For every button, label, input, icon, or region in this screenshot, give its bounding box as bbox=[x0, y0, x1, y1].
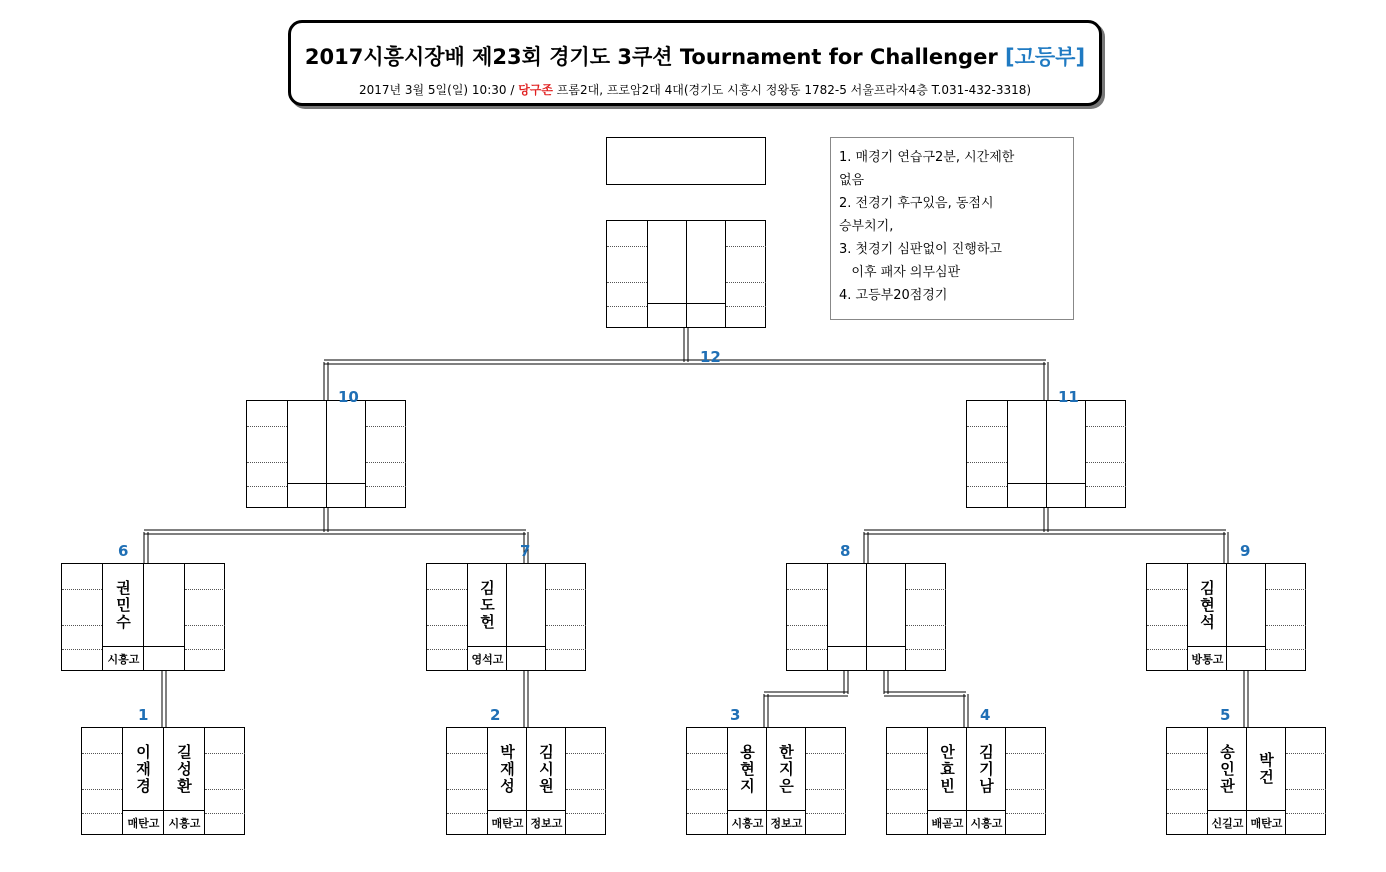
school-name: 매탄고 bbox=[123, 810, 164, 834]
school-name: 배곧고 bbox=[928, 810, 967, 834]
score-column-right bbox=[805, 728, 846, 834]
match-box bbox=[81, 727, 245, 835]
event-date: 2017년 3월 5일(일) 10:30 / bbox=[358, 83, 519, 97]
rule-line: 3. 첫경기 심판없이 진행하고 bbox=[839, 242, 1002, 257]
score-cell bbox=[366, 401, 406, 487]
score-cell bbox=[607, 221, 647, 307]
match-box bbox=[246, 400, 406, 508]
score-column-left bbox=[607, 221, 647, 327]
school-name: 정보고 bbox=[527, 810, 566, 834]
player-column bbox=[686, 221, 726, 327]
match-number: 5 bbox=[1220, 706, 1231, 724]
school-name: 방통고 bbox=[1188, 646, 1227, 670]
player-name: 송인관 bbox=[1218, 743, 1236, 795]
match-number: 4 bbox=[980, 706, 991, 724]
rule-line: 2. 전경기 후구있음, 동점시 bbox=[839, 196, 994, 211]
score-cell bbox=[62, 564, 102, 650]
school-name bbox=[288, 483, 327, 507]
player-name bbox=[327, 401, 366, 483]
player-column bbox=[143, 564, 185, 670]
match-box bbox=[886, 727, 1046, 835]
player-name bbox=[867, 564, 906, 646]
score-cell bbox=[1147, 564, 1187, 650]
player-column bbox=[287, 401, 327, 507]
score-cell bbox=[205, 728, 245, 814]
school-name bbox=[507, 646, 546, 670]
player-column bbox=[866, 564, 906, 670]
school-name bbox=[687, 303, 726, 327]
rule-line: 1. 매경기 연습구2분, 시간제한 bbox=[839, 150, 1015, 165]
title-text: 2017시흥시장배 제23회 경기도 3쿠션 Tournament for Challenger bbox=[304, 45, 998, 69]
player-name: 박건 bbox=[1257, 752, 1275, 786]
match-number: 3 bbox=[730, 706, 741, 724]
rule-line: 이후 패자 의무심판 bbox=[839, 265, 961, 280]
match-box bbox=[61, 563, 225, 671]
match-box bbox=[1146, 563, 1306, 671]
score-column-right bbox=[1085, 401, 1126, 507]
player-column bbox=[827, 564, 867, 670]
match-number: 1 bbox=[138, 706, 149, 724]
player-column bbox=[647, 221, 687, 327]
match-box bbox=[426, 563, 586, 671]
score-cell bbox=[447, 728, 487, 814]
player-name bbox=[507, 564, 546, 646]
school-name: 시흥고 bbox=[967, 810, 1006, 834]
player-name bbox=[648, 221, 687, 303]
player-column bbox=[102, 564, 144, 670]
match-box bbox=[606, 220, 766, 328]
player-column bbox=[163, 728, 205, 834]
school-name bbox=[648, 303, 687, 327]
score-column-right bbox=[1285, 728, 1326, 834]
player-name: 한지은 bbox=[777, 743, 795, 795]
score-cell bbox=[1286, 728, 1326, 814]
player-column bbox=[122, 728, 164, 834]
score-column-right bbox=[725, 221, 766, 327]
school-name: 신길고 bbox=[1208, 810, 1247, 834]
score-cell bbox=[427, 564, 467, 650]
player-name: 권민수 bbox=[114, 579, 132, 631]
match-number: 10 bbox=[338, 388, 359, 406]
school-name: 매탄고 bbox=[488, 810, 527, 834]
venue-name: 당구존 bbox=[518, 83, 553, 97]
school-name bbox=[144, 646, 185, 670]
score-cell bbox=[726, 221, 766, 307]
score-column-left bbox=[247, 401, 287, 507]
player-name: 이재경 bbox=[134, 743, 152, 795]
player-name: 김시원 bbox=[537, 743, 555, 795]
school-name bbox=[867, 646, 906, 670]
score-cell bbox=[887, 728, 927, 814]
score-column-left bbox=[687, 728, 727, 834]
score-cell bbox=[566, 728, 606, 814]
player-name: 박재성 bbox=[498, 743, 516, 795]
player-column bbox=[326, 401, 366, 507]
score-cell bbox=[1006, 728, 1046, 814]
score-column-right bbox=[204, 728, 245, 834]
score-column-left bbox=[447, 728, 487, 834]
school-name bbox=[1008, 483, 1047, 507]
score-column-left bbox=[787, 564, 827, 670]
score-column-right bbox=[365, 401, 406, 507]
player-column bbox=[1246, 728, 1286, 834]
score-column-right bbox=[1265, 564, 1306, 670]
score-column-left bbox=[1147, 564, 1187, 670]
player-column bbox=[766, 728, 806, 834]
player-name bbox=[1008, 401, 1047, 483]
match-number: 12 bbox=[700, 348, 721, 366]
school-name: 시흥고 bbox=[103, 646, 144, 670]
rule-line: 없음 bbox=[839, 173, 865, 188]
score-column-left bbox=[62, 564, 102, 670]
score-cell bbox=[787, 564, 827, 650]
player-name: 김기남 bbox=[977, 743, 995, 795]
match-number: 7 bbox=[520, 542, 531, 560]
score-column-left bbox=[1167, 728, 1207, 834]
score-cell bbox=[806, 728, 846, 814]
player-name: 길성환 bbox=[175, 743, 193, 795]
score-cell bbox=[906, 564, 946, 650]
match-box bbox=[446, 727, 606, 835]
player-column bbox=[1226, 564, 1266, 670]
school-name bbox=[1047, 483, 1086, 507]
player-column bbox=[966, 728, 1006, 834]
score-cell bbox=[1167, 728, 1207, 814]
player-name bbox=[1047, 401, 1086, 483]
score-cell bbox=[1266, 564, 1306, 650]
match-box bbox=[786, 563, 946, 671]
match-number: 11 bbox=[1058, 388, 1079, 406]
score-cell bbox=[1086, 401, 1126, 487]
player-column bbox=[506, 564, 546, 670]
rule-line: 승부치기, bbox=[839, 219, 894, 234]
player-column bbox=[1046, 401, 1086, 507]
score-column-right bbox=[184, 564, 225, 670]
player-name: 김도헌 bbox=[478, 579, 496, 631]
player-name: 용현지 bbox=[738, 743, 756, 795]
player-name bbox=[828, 564, 867, 646]
division-label: [고등부] bbox=[1005, 45, 1086, 69]
match-number: 8 bbox=[840, 542, 851, 560]
player-column bbox=[1207, 728, 1247, 834]
player-column bbox=[1187, 564, 1227, 670]
school-name: 시흥고 bbox=[164, 810, 205, 834]
player-name bbox=[288, 401, 327, 483]
player-column bbox=[1007, 401, 1047, 507]
school-name: 매탄고 bbox=[1247, 810, 1286, 834]
player-column bbox=[727, 728, 767, 834]
score-cell bbox=[82, 728, 122, 814]
player-name: 안효빈 bbox=[938, 743, 956, 795]
school-name: 시흥고 bbox=[728, 810, 767, 834]
player-column bbox=[467, 564, 507, 670]
school-name: 영석고 bbox=[468, 646, 507, 670]
school-name bbox=[1227, 646, 1266, 670]
player-name: 김현석 bbox=[1198, 579, 1216, 631]
match-number: 9 bbox=[1240, 542, 1251, 560]
score-column-right bbox=[1005, 728, 1046, 834]
score-column-left bbox=[967, 401, 1007, 507]
player-column bbox=[927, 728, 967, 834]
score-column-left bbox=[887, 728, 927, 834]
player-name bbox=[144, 564, 185, 646]
rule-line: 4. 고등부20점경기 bbox=[839, 288, 948, 303]
score-column-right bbox=[905, 564, 946, 670]
score-cell bbox=[247, 401, 287, 487]
match-box bbox=[966, 400, 1126, 508]
score-cell bbox=[546, 564, 586, 650]
score-column-right bbox=[565, 728, 606, 834]
score-cell bbox=[185, 564, 225, 650]
score-column-right bbox=[545, 564, 586, 670]
school-name bbox=[327, 483, 366, 507]
player-column bbox=[487, 728, 527, 834]
player-name bbox=[687, 221, 726, 303]
score-cell bbox=[687, 728, 727, 814]
score-cell bbox=[967, 401, 1007, 487]
venue-details: 프롬2대, 프로암2대 4대(경기도 시흥시 정왕동 1782-5 서울프라자4층 T.031-432-3318) bbox=[552, 83, 1032, 97]
match-number: 2 bbox=[490, 706, 501, 724]
match-box bbox=[1166, 727, 1326, 835]
match-number: 6 bbox=[118, 542, 129, 560]
player-column bbox=[526, 728, 566, 834]
player-name bbox=[1227, 564, 1266, 646]
match-box bbox=[686, 727, 846, 835]
school-name bbox=[828, 646, 867, 670]
school-name: 정보고 bbox=[767, 810, 806, 834]
score-column-left bbox=[82, 728, 122, 834]
score-column-left bbox=[427, 564, 467, 670]
